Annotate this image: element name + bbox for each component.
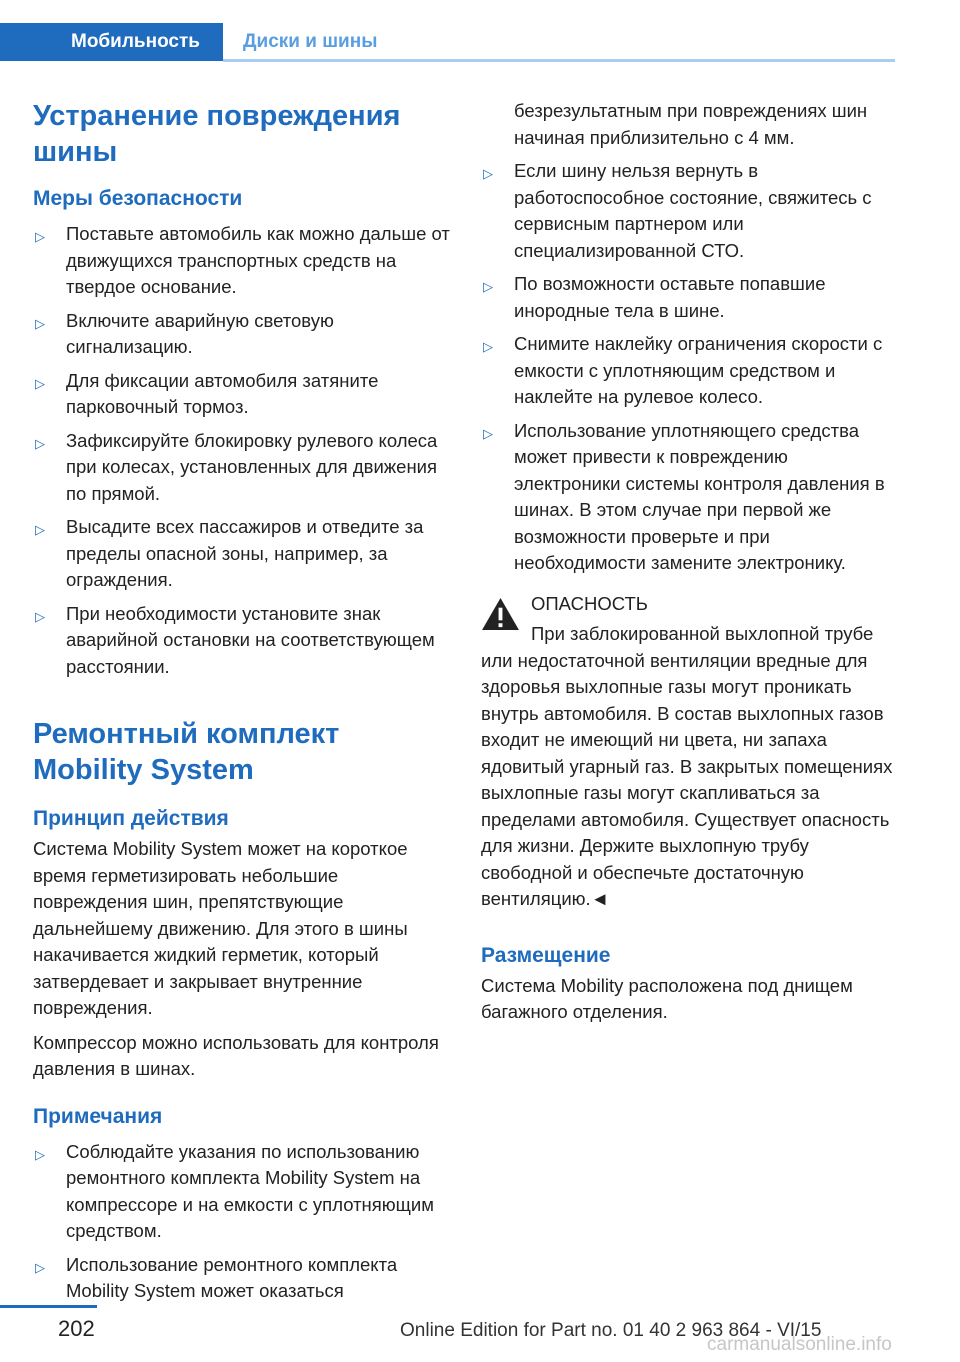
warning-title: ОПАСНОСТЬ (531, 592, 648, 614)
principle-heading: Принцип действия (33, 807, 229, 830)
bullet-triangle-icon: ▷ (35, 522, 45, 537)
list-item: ▷ Использование ремонтного комплекта Mobility System может оказаться (35, 1253, 398, 1301)
compressor-paragraph: Компрессор можно использовать для контроля давления в шинах. (33, 1031, 439, 1079)
footer-accent-line (0, 1305, 97, 1308)
page-number: 202 (58, 1316, 95, 1341)
bullet-triangle-icon: ▷ (483, 339, 493, 354)
edition-text: Online Edition for Part no. 01 40 2 963 864 - VI/15 (400, 1320, 822, 1341)
header-tabbar (0, 0, 895, 63)
bullet-triangle-icon: ▷ (35, 1259, 45, 1275)
bullet-triangle-icon: ▷ (35, 435, 45, 451)
list-item: ▷ Зафиксируйте блокировку рулевого колеса при колесах, установленных для движения по прямой. (35, 429, 438, 504)
notes-list (33, 1139, 451, 1305)
tab-wheels-tires[interactable]: Диски и шины (243, 31, 378, 52)
bullet-triangle-icon: ▷ (483, 166, 493, 181)
safety-list (33, 221, 451, 680)
bullet-triangle-icon: ▷ (35, 315, 45, 331)
continuation-text: безрезультатным при повреждениях шин начиная приблизительно с 4 мм. (514, 100, 868, 148)
list-item: ▷ Включите аварийную световую сигнализацию. (35, 309, 334, 357)
danger-warning (481, 591, 898, 913)
list-item: ▷ Для фиксации автомобиля затяните парковочный тормоз. (35, 369, 379, 417)
warning-body: При заблокированной выхлопной трубе или недостаточной вентиляции вредные для здоровья выхлопные газы могут проникать внутрь автомобиля. В состав выхлопных газов входит не имеющий ни цвета, ни запаха ядовитый угарный газ. В закрытых помещениях выхлопные газы могут скапливаться за пределами автомобиля. Существует опасность для жизни. Держите выхлопную трубу свободной и обеспечьте достаточную вентиляцию.◄ (481, 623, 893, 909)
watermark-text: carmanualsonline.info (707, 1334, 892, 1355)
list-item: ▷ Снимите наклейку ограничения скорости с емкости с уплотняющим средством и наклейте на рулевое колесо. (483, 333, 883, 407)
principle-paragraph: Система Mobility System может на короткое время герметизировать небольшие повреждения шин, препятствующие дальнейшему движению. Для этого в шины накачивается жидкий герметик, который затвердевает и закрывает внутренние повреждения. (33, 838, 408, 1018)
tab-mobility[interactable]: Мобильность (0, 23, 223, 61)
left-column (33, 98, 451, 1312)
section-title-tire-damage: Устранение повреждения шины (33, 100, 401, 168)
list-item: ▷ Если шину нельзя вернуть в работоспособное состояние, свяжитесь с сервисным партнером или специализированной СТО. (483, 160, 872, 261)
bullet-triangle-icon: ▷ (35, 608, 45, 624)
right-column (481, 98, 898, 1026)
placement-heading: Размещение (481, 943, 611, 967)
bullet-triangle-icon: ▷ (35, 229, 45, 244)
list-item: ▷ Соблюдайте указания по использованию ремонтного комплекта Mobility System на компрессоре и на емкости с уплотняющим средством. (35, 1140, 434, 1241)
right-list (481, 158, 898, 577)
list-item: ▷ При необходимости установите знак аварийной остановки на соответствующем расстоянии. (35, 602, 435, 677)
section-title-mobility-kit: Ремонтный комплект Mobility System (33, 718, 340, 786)
warning-triangle-icon (481, 597, 520, 631)
bullet-triangle-icon: ▷ (483, 425, 493, 441)
list-item: ▷ По возможности оставьте попавшие инородные тела в шине. (483, 273, 826, 321)
bullet-triangle-icon: ▷ (35, 1146, 45, 1162)
bullet-triangle-icon: ▷ (483, 279, 493, 294)
list-item: ▷ Высадите всех пассажиров и отведите за пределы опасной зоны, например, за ограждения. (35, 516, 424, 590)
list-item: ▷ Поставьте автомобиль как можно дальше от движущихся транспортных средств на твердое основание. (35, 223, 450, 297)
placement-paragraph: Система Mobility расположена под днищем багажного отделения. (481, 974, 853, 1022)
safety-heading: Меры безопасности (33, 187, 243, 210)
tab-underline (223, 59, 895, 62)
notes-heading: Примечания (33, 1104, 163, 1128)
list-item: ▷ Использование уплотняющего средства может привести к повреждению электроники системы контроля давления в шинах. В этом случае при первой же возможности проверьте и при необходимости замените электронику. (483, 419, 885, 573)
bullet-triangle-icon: ▷ (35, 375, 45, 391)
